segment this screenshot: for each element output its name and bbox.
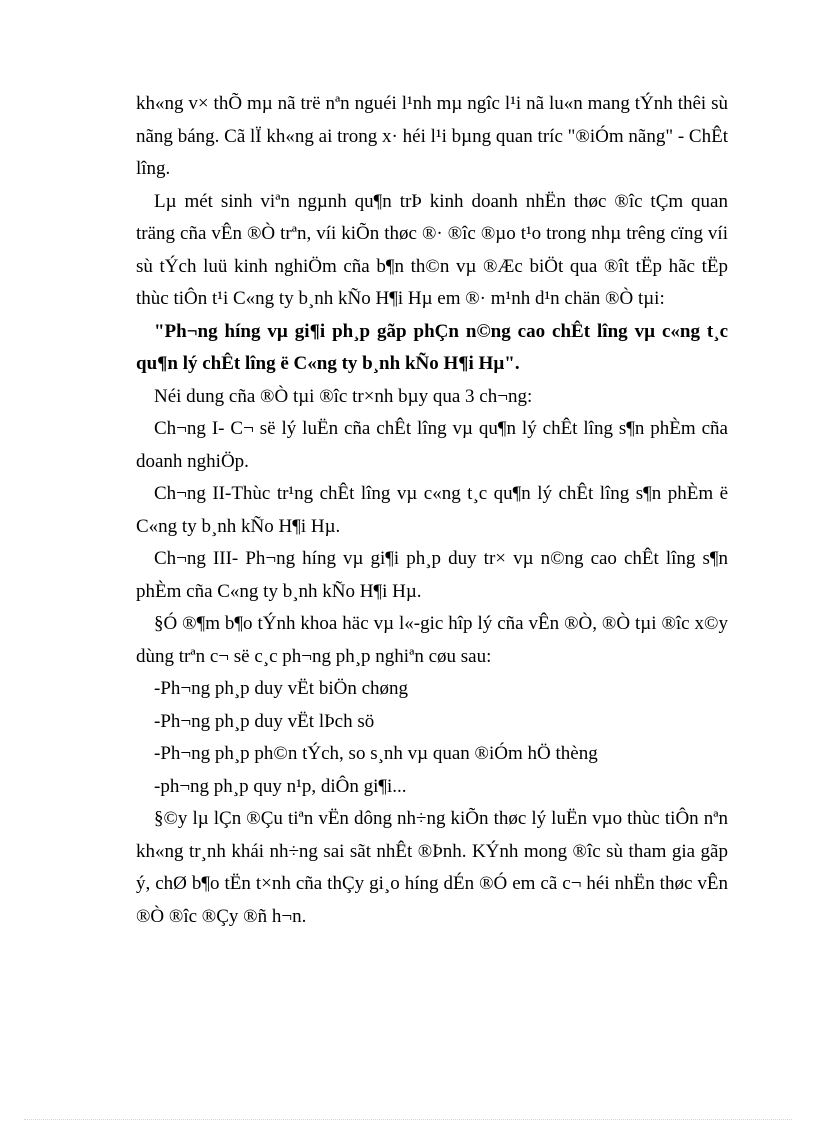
- paragraph-methods-intro: §Ó ®¶m b¶o tÝnh khoa häc vµ l«-gic hîp lý cña vÊn ®Ò, ®Ò tµi ®îc x©y dùng trªn c¬ së c¸c ph¬ng ph¸p nghiªn cøu sau:: [136, 613, 728, 667]
- paragraph-topic-motivation: Lµ mét sinh viªn ngµnh qu¶n trÞ kinh doanh nhËn thøc ®îc tÇm quan träng cña vÊn ®Ò trªn, víi kiÕn thøc ®· ®îc ®µo t¹o trong nhµ trêng cïng víi sù tÝch luü kinh nghiÖm cña b¶n th©n vµ ®Æc biÖt qua ®ît tËp hãc tËp thùc tiÔn t¹i C«ng ty b¸nh kÑo H¶i Hµ em ®· m¹nh d¹n chän ®Ò tµi:: [136, 190, 728, 309]
- paragraph-structure-intro: Néi dung cña ®Ò tµi ®îc tr×nh bµy qua 3 ch¬ng:: [154, 385, 533, 407]
- method-item: -Ph¬ng ph¸p duy vËt biÖn chøng: [154, 678, 409, 699]
- thesis-title: "Ph¬ng híng vµ gi¶i ph¸p gãp phÇn n©ng cao chÊt lîng vµ c«ng t¸c qu¶n lý chÊt lîng ë C«ng ty b¸nh kÑo H¶i Hµ".: [136, 320, 728, 374]
- method-item: -ph¬ng ph¸p quy n¹p, diÔn gi¶i...: [154, 775, 407, 797]
- method-item: -Ph¬ng ph¸p ph©n tÝch, so s¸nh vµ quan ®iÓm hÖ thèng: [154, 743, 598, 764]
- paragraph-closing: §©y lµ lÇn ®Çu tiªn vËn dông nh÷ng kiÕn thøc lý luËn vµo thùc tiÔn nªn kh«ng tr¸nh khái nh÷ng sai sãt nhÊt ®Þnh. KÝnh mong ®îc sù tham gia gãp ý, chØ b¶o tËn t×nh cña thÇy gi¸o híng dÉn ®Ó em cã c¬ héi nhËn thøc vÊn ®Ò ®îc ®Çy ®ñ h¬n.: [136, 808, 728, 927]
- page-bottom-divider: [24, 1119, 792, 1120]
- chapter-2-summary: Ch¬ng II-Thùc tr¹ng chÊt lîng vµ c«ng t¸c qu¶n lý chÊt lîng s¶n phÈm ë C«ng ty b¸nh kÑo H¶i Hµ.: [136, 483, 728, 537]
- method-item: -Ph¬ng ph¸p duy vËt lÞch sö: [154, 710, 375, 732]
- chapter-3-summary: Ch¬ng III- Ph¬ng híng vµ gi¶i ph¸p duy tr× vµ n©ng cao chÊt lîng s¶n phÈm cña C«ng ty b¸nh kÑo H¶i Hµ.: [136, 548, 728, 602]
- chapter-1-summary: Ch¬ng I- C¬ së lý luËn cña chÊt lîng vµ qu¶n lý chÊt lîng s¶n phÈm cña doanh nghiÖp.: [136, 418, 728, 472]
- paragraph-intro-continuation: kh«ng v× thÕ mµ nã trë nªn nguéi l¹nh mµ ngîc l¹i nã lu«n mang tÝnh thêi sù nãng báng. Cã lÏ kh«ng ai trong x· héi l¹i bµng quan tríc "®iÓm nãng" - ChÊt lîng.: [136, 93, 728, 179]
- document-body: [136, 88, 728, 933]
